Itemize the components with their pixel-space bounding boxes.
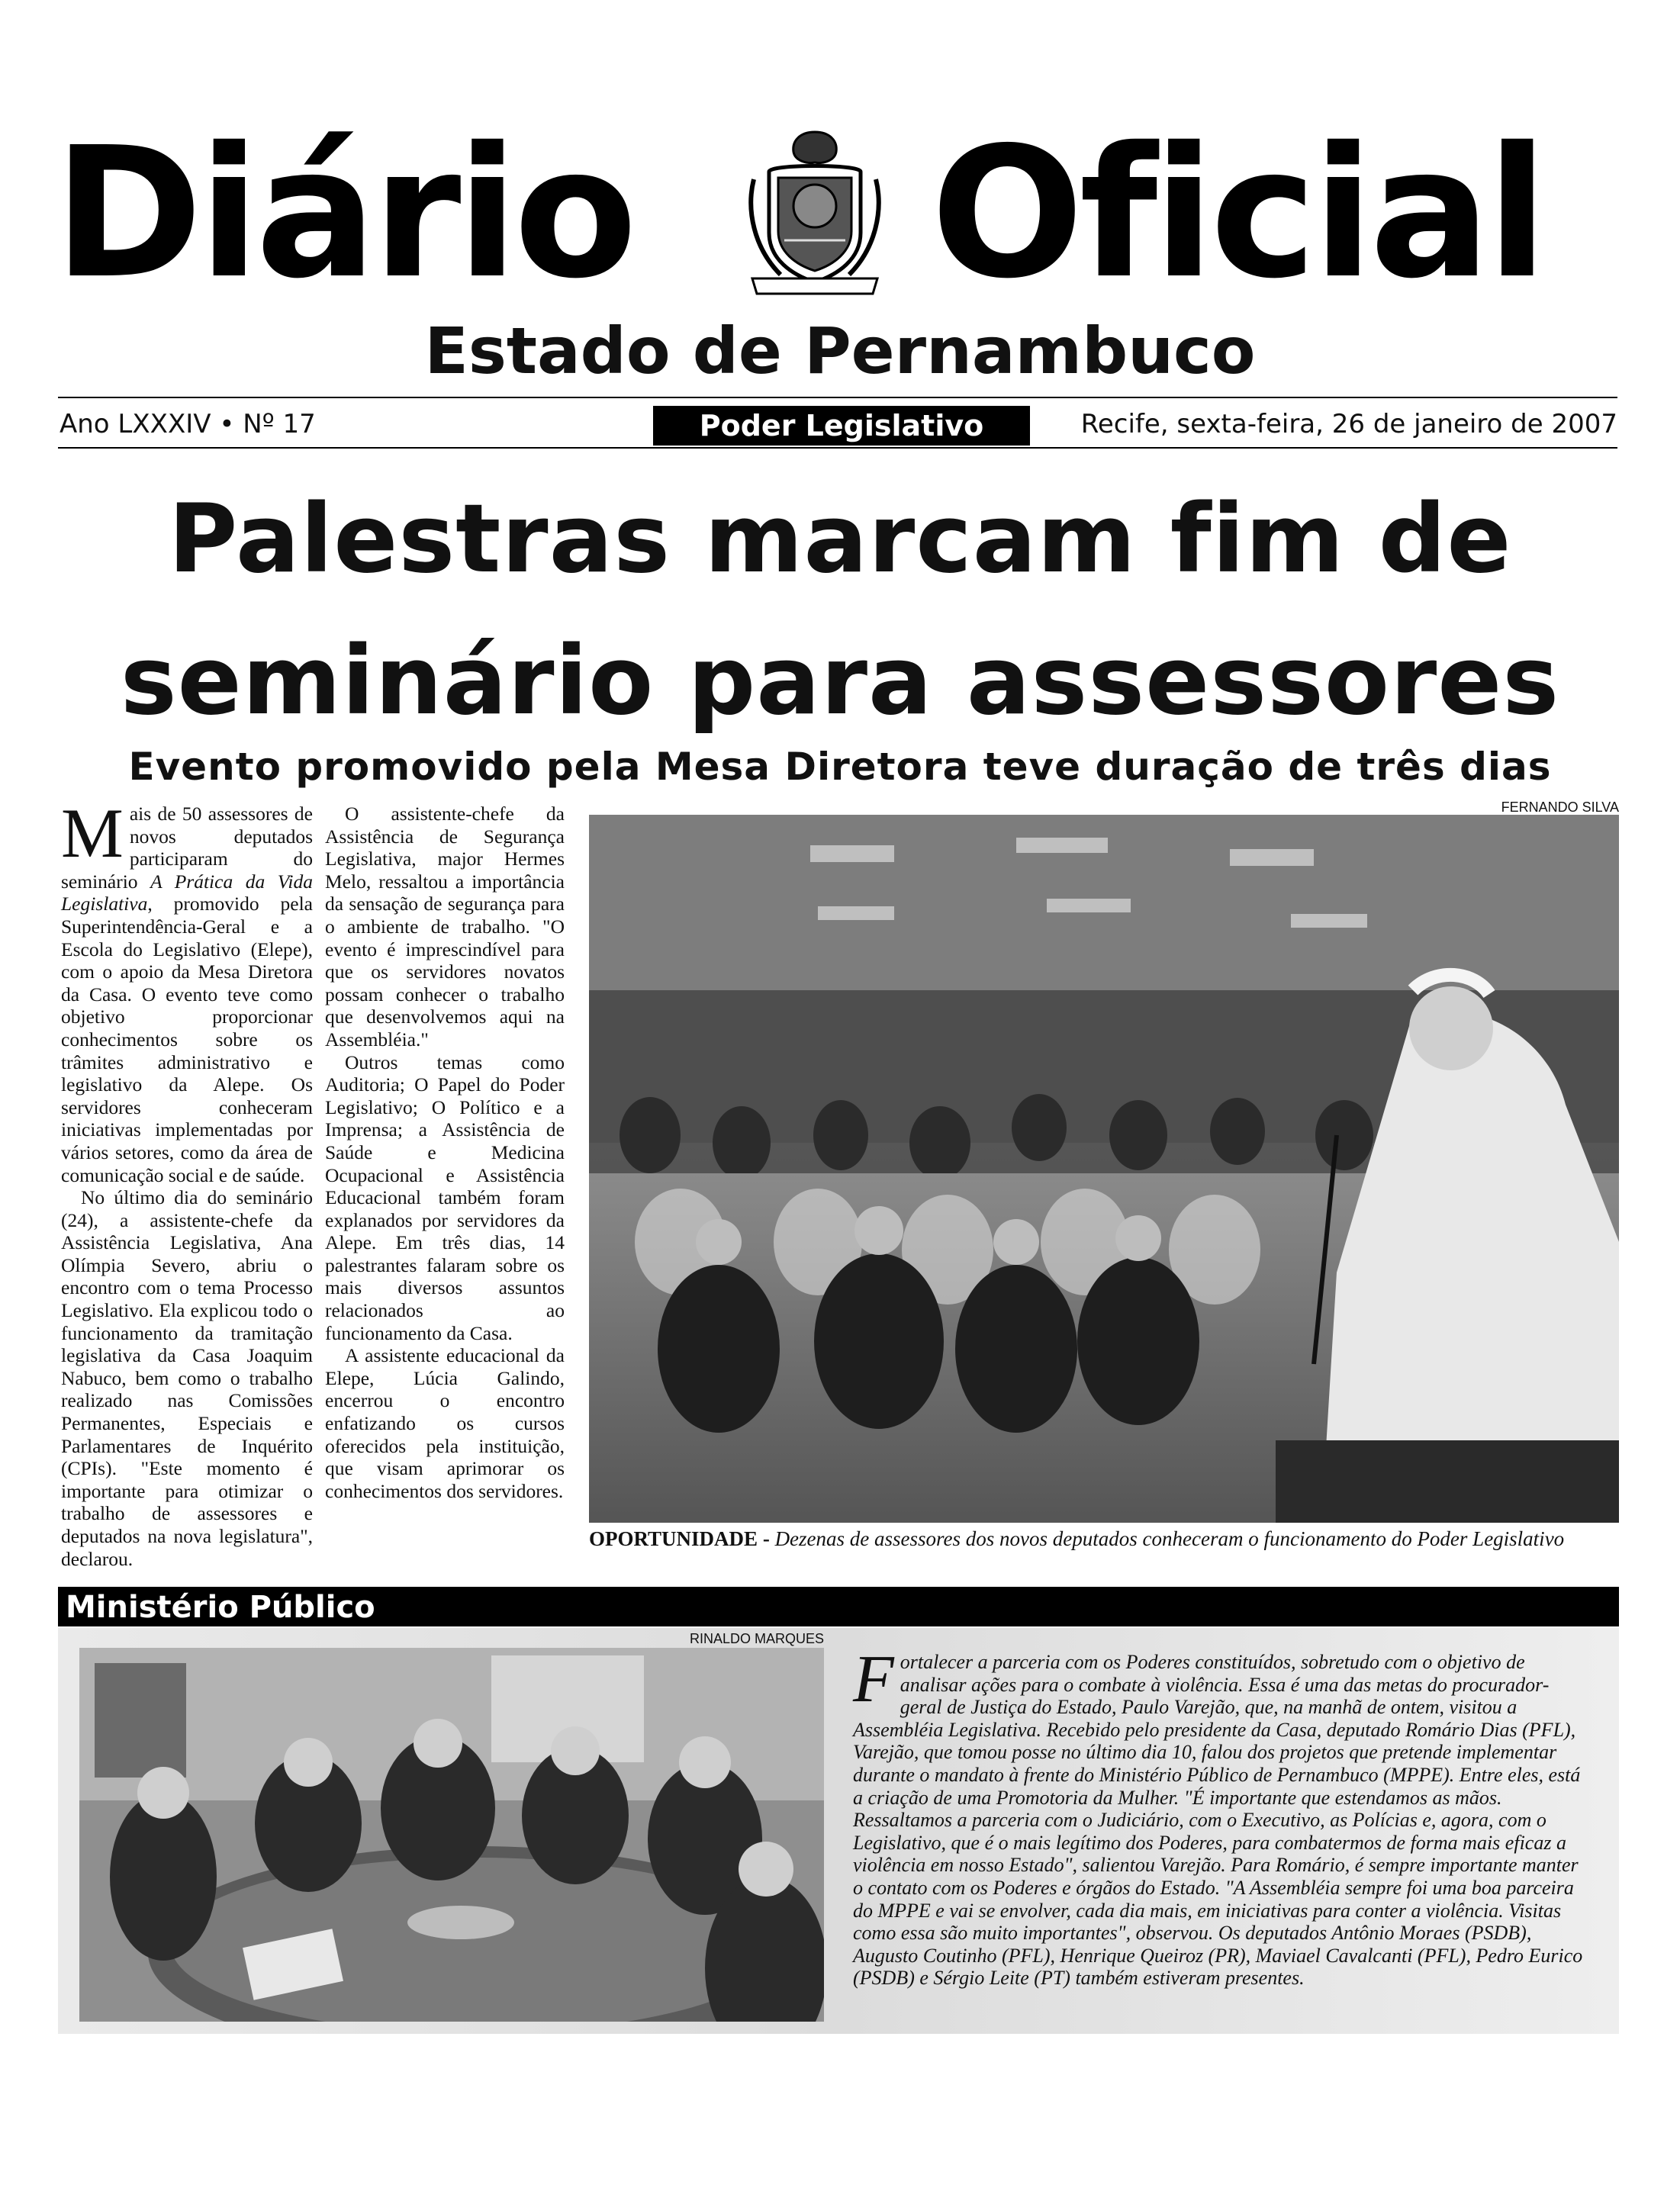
section-badge: Poder Legislativo bbox=[653, 406, 1030, 446]
headline bbox=[46, 468, 1634, 752]
photo-caption bbox=[589, 1526, 1627, 1552]
article-paragraph: Outros temas como Auditoria; O Papel do Poder Legislativo; O Político e a Imprensa; a Assistência de Saúde e Medicina Ocupacional e Assistência Educacional também foram explanados por servidores da Alepe. Em três dias, 14 palestrantes falaram sobre os mais diversos assuntos relacionados ao funcionamento da Casa. bbox=[325, 1050, 565, 1344]
masthead-subtitle: Estado de Pernambuco bbox=[424, 314, 1256, 388]
seminar-title: A Prática da Vida Legislativa bbox=[61, 870, 313, 915]
headline-line-1: Palestras marcam fim de bbox=[168, 484, 1512, 594]
masthead-word-oficial: Oficial bbox=[931, 108, 1544, 318]
article-column-1 bbox=[61, 794, 313, 1570]
caption-text: Dezenas de assessores dos novos deputados conheceram o funcionamento do Poder Legislativo bbox=[774, 1527, 1565, 1550]
masthead-word-diario: Diário bbox=[53, 108, 633, 318]
article-paragraph: Mais de 50 assessores de novos deputados participaram do seminário A Prática da Vida Legislativa, promovido pela Superintendência-Geral e a Escola do Legislativo (Elepe), com o apoio da Mesa Diretora da Casa. O evento teve como objetivo proporcionar conhecimentos sobre os trâmites administrativo e legislativo da Alepe. Os servidores conheceram iniciativas implementadas por vários setores, como da área de comunicação social e de saúde. bbox=[61, 794, 313, 1186]
caption-lead: OPORTUNIDADE - bbox=[589, 1527, 775, 1550]
article-paragraph: O assistente-chefe da Assistência de Segurança Legislativa, major Hermes Melo, ressaltou a importância da sensação de segurança para o ambiente de trabalho. "O evento é imprescindível para que os servidores novatos possam conhecer o trabalho que desenvolvemos aqui na Assembléia." bbox=[325, 803, 565, 1050]
article-paragraph: A assistente educacional da Elepe, Lúcia Galindo, encerrou o encontro enfatizando os cursos oferecidos pela instituição, que visam aprimorar os conhecimentos dos servidores. bbox=[325, 1344, 565, 1502]
subheadline: Evento promovido pela Mesa Diretora teve duração de três dias bbox=[128, 745, 1552, 789]
state-coat-of-arms-icon bbox=[739, 126, 891, 298]
drop-cap: M bbox=[61, 794, 124, 872]
article-paragraph: No último dia do seminário (24), a assistente-chefe da Assistência Legislativa, Ana Olímpia Severo, abriu o encontro com o tema Processo Legislativo. Ela explicou todo o funcionamento da tramitação legislativa da Casa Joaquim Nabuco, bem como o trabalho realizado nas Comissões Permanentes, Especiais e Parlamentares de Inquérito (CPIs). "Este momento é importante para otimizar o trabalho de assessores e deputados na nova legislatura", declarou. bbox=[61, 1186, 313, 1570]
issue-number: Ano LXXXIV • Nº 17 bbox=[60, 409, 316, 439]
photo-credit: FERNANDO SILVA bbox=[1501, 800, 1619, 815]
ministerio-article-text: Fortalecer a parceria com os Poderes constituídos, sobretudo com o objetivo de analisar ações para o combate à violência. Essa é uma das metas do procurador-geral de Justiça do Estado, Paulo Varejão, que, na manhã de ontem, visitou a Assembléia Legislativa. Recebido pelo presidente da Casa, deputado Romário Dias (PFL), Varejão, que tomou posse no último dia 10, falou dos projetos que pretende implementar durante o mandato à frente do Ministério Público de Pernambuco (MPPE). Entre eles, está a criação de uma Promotoria da Mulher. "É importante que estendamos as mãos. Ressaltamos a parceria com o Judiciário, com o Executivo, as Polícias e, agora, com o Legislativo, que é o mais legítimo dos Poderes, para combatermos de forma mais eficaz a violência em nosso Estado", salientou Varejão. Para Romário, é sempre importante manter o contato com os Poderes e órgãos do Estado. "A Assembléia sempre foi uma boa parceira do MPPE e vai se envolver, cada dia mais, em iniciativas para conter a violência. Visitas como essa são muito importantes", observou. Os deputados Antônio Moraes (PSDB), Augusto Coutinho (PFL), Henrique Queiroz (PR), Maviael Cavalcanti (PFL), Pedro Eurico (PSDB) e Sérgio Leite (PT) também estiveram presentes. bbox=[853, 1642, 1583, 1990]
masthead-bottom-rule bbox=[58, 447, 1617, 449]
seminar-auditorium-photo bbox=[589, 815, 1619, 1523]
ministerio-section-title: Ministério Público bbox=[66, 1590, 375, 1625]
headline-line-2: seminário para assessores bbox=[120, 626, 1560, 736]
article-column-2 bbox=[325, 803, 565, 1502]
dateline: Recife, sexta-feira, 26 de janeiro de 2007 bbox=[1080, 409, 1617, 439]
masthead-top-rule bbox=[58, 397, 1617, 398]
meeting-table-photo bbox=[79, 1648, 824, 2022]
photo-credit: RINALDO MARQUES bbox=[689, 1631, 824, 1646]
drop-cap: F bbox=[853, 1642, 894, 1716]
